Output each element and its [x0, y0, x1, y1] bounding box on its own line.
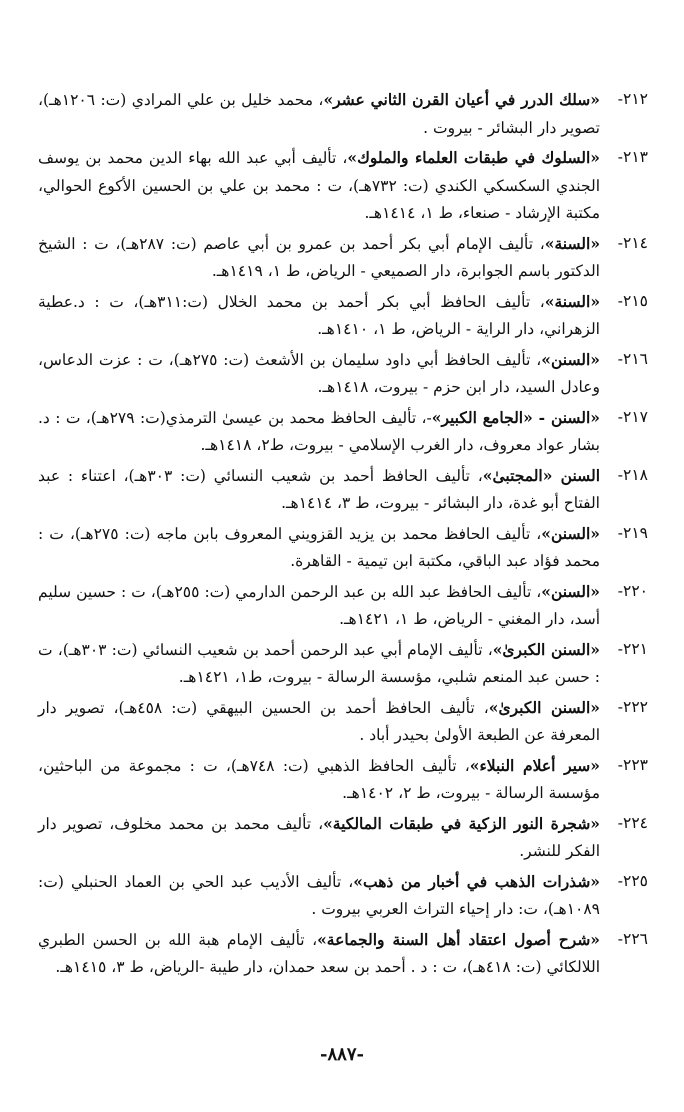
entry-number: ٢٢١-: [617, 639, 648, 658]
bibliography-entry: [38, 810, 648, 866]
entry-title: «سلك الدرر في أعيان القرن الثاني عشر»: [323, 90, 600, 109]
bibliography-entry: [38, 404, 648, 460]
bibliography-entry: [38, 288, 648, 344]
entry-number: ٢٢٢-: [617, 697, 648, 716]
entry-number: ٢٢٤-: [617, 813, 648, 832]
bibliography-entry: [38, 520, 648, 576]
entry-details: ، محمد خليل بن علي المرادي (ت: ١٢٠٦هـ)، تصوير دار البشائر - بيروت .: [38, 91, 600, 137]
entry-details: ، تأليف الحافظ أحمد بن الحسين البيهقي (ت: ٤٥٨هـ)، تصوير دار المعرفة عن الطبعة الأولىٰ بحيدر أباد .: [38, 698, 600, 744]
entry-title: «السنن»: [541, 523, 600, 543]
entry-title: السنن «المجتبىٰ»: [482, 465, 601, 485]
bibliography-entry: [38, 636, 648, 692]
entry-number: ٢٢٦-: [617, 929, 648, 948]
entry-title: «سير أعلام النبلاء»: [469, 755, 600, 775]
entry-number: ٢٢٣-: [617, 755, 648, 774]
bibliography-entry: [38, 346, 648, 402]
entry-title: «السلوك في طبقات العلماء والملوك»: [347, 148, 600, 167]
entry-title: «السنة»: [544, 233, 600, 253]
entry-number: ٢١٩-: [617, 523, 648, 542]
entry-title: «السنن»: [541, 581, 600, 601]
bibliography-entry: [38, 926, 648, 982]
entry-details: ، تأليف أبي عبد الله بهاء الدين محمد بن يوسف الجندي السكسكي الكندي (ت: ٧٣٢هـ)، ت : محمد بن علي بن الحسين الأكوع الحوالي، مكتبة الإرشاد - صنعاء، ط ١، ١٤١٤هـ.: [38, 149, 600, 222]
entry-title: «السنن الكبرىٰ»: [488, 697, 600, 717]
entry-title: «السنن الكبرىٰ»: [492, 639, 600, 659]
entry-details: ، تأليف الحافظ عبد الله بن عبد الرحمن الدارمي (ت: ٢٥٥هـ)، ت : حسين سليم أسد، دار المغني - الرياض، ط ١، ١٤٢١هـ.: [38, 582, 600, 628]
entry-title: «شرح أصول اعتقاد أهل السنة والجماعة»: [317, 929, 600, 949]
entry-number: ٢٢٥-: [617, 871, 648, 890]
entry-title: «شذرات الذهب في أخبار من ذهب»: [353, 871, 600, 891]
page-number: -٨٨٧-: [320, 1044, 364, 1065]
entry-details: ، تأليف محمد بن محمد مخلوف، تصوير دار الفكر للنشر.: [38, 814, 600, 860]
bibliography-entry: [38, 868, 648, 924]
bibliography-entry: [38, 144, 648, 228]
entry-number: ٢١٥-: [617, 291, 648, 310]
bibliography-entry: [38, 462, 648, 518]
bibliography-entry: [38, 752, 648, 808]
entry-number: ٢١٧-: [617, 407, 648, 426]
entry-details: ، تأليف الإمام أبي بكر أحمد بن عمرو بن أبي عاصم (ت: ٢٨٧هـ)، ت : الشيخ الدكتور باسم الجوابرة، دار الصميعي - الرياض، ط ١، ١٤١٩هـ.: [38, 234, 600, 280]
entry-number: ٢١٢-: [617, 90, 648, 108]
entry-details: ، تأليف الإمام أبي عبد الرحمن أحمد بن شعيب النسائي (ت: ٣٠٣هـ)، ت : حسن عبد المنعم شلبي، مؤسسة الرسالة - بيروت، ط١، ١٤٢١هـ.: [38, 640, 600, 686]
entry-details: ، تأليف الإمام هبة الله بن الحسن الطبري اللالكائي (ت: ٤١٨هـ)، ت : د . أحمد بن سعد حمدان، دار طيبة -الرياض، ط ٣، ١٤١٥هـ.: [38, 930, 600, 976]
bibliography-entry: [38, 578, 648, 634]
entry-details: ، تأليف الحافظ أحمد بن شعيب النسائي (ت: ٣٠٣هـ)، اعتناء : عبد الفتاح أبو غدة، دار البشائر - بيروت، ط ٣، ١٤١٤هـ.: [38, 466, 600, 512]
entry-number: ٢١٣-: [617, 148, 648, 166]
entry-details: ، تأليف الأديب عبد الحي بن العماد الحنبلي (ت: ١٠٨٩هـ)، ت: دار إحياء التراث العربي بيروت .: [38, 872, 600, 918]
entry-number: ٢٢٠-: [617, 581, 648, 600]
entry-number: ٢١٨-: [617, 465, 648, 484]
bibliography-list: [38, 86, 648, 984]
entry-details: ، تأليف الحافظ أبي داود سليمان بن الأشعث (ت: ٢٧٥هـ)، ت : عزت الدعاس، وعادل السيد، دار ابن حزم - بيروت، ١٤١٨هـ.: [38, 350, 600, 396]
entry-title: «السنن - «الجامع الكبير»: [431, 407, 600, 427]
bibliography-entry: [38, 86, 648, 142]
bibliography-entry: [38, 694, 648, 750]
entry-title: «السنن»: [541, 349, 600, 369]
entry-details: -، تأليف الحافظ محمد بن عيسىٰ الترمذي(ت: ٢٧٩هـ)، ت : د. بشار عواد معروف، دار الغرب الإسلامي - بيروت، ط٢، ١٤١٨هـ.: [38, 408, 600, 454]
entry-title: «شجرة النور الزكية في طبقات المالكية»: [323, 813, 600, 833]
entry-title: «السنة»: [544, 291, 600, 311]
entry-number: ٢١٤-: [617, 233, 648, 252]
entry-details: ، تأليف الحافظ أبي بكر أحمد بن محمد الخلال (ت:٣١١هـ)، ت : د.عطية الزهراني، دار الراية - الرياض، ط ١، ١٤١٠هـ.: [38, 292, 600, 338]
entry-number: ٢١٦-: [617, 349, 648, 368]
entry-details: ، تأليف الحافظ محمد بن يزيد القزويني المعروف بابن ماجه (ت: ٢٧٥هـ)، ت : محمد فؤاد عبد الباقي، مكتبة ابن تيمية - القاهرة.: [38, 524, 600, 570]
bibliography-entry: [38, 230, 648, 286]
entry-details: ، تأليف الحافظ الذهبي (ت: ٧٤٨هـ)، ت : مجموعة من الباحثين، مؤسسة الرسالة - بيروت، ط ٢، ١٤٠٢هـ.: [38, 756, 600, 802]
